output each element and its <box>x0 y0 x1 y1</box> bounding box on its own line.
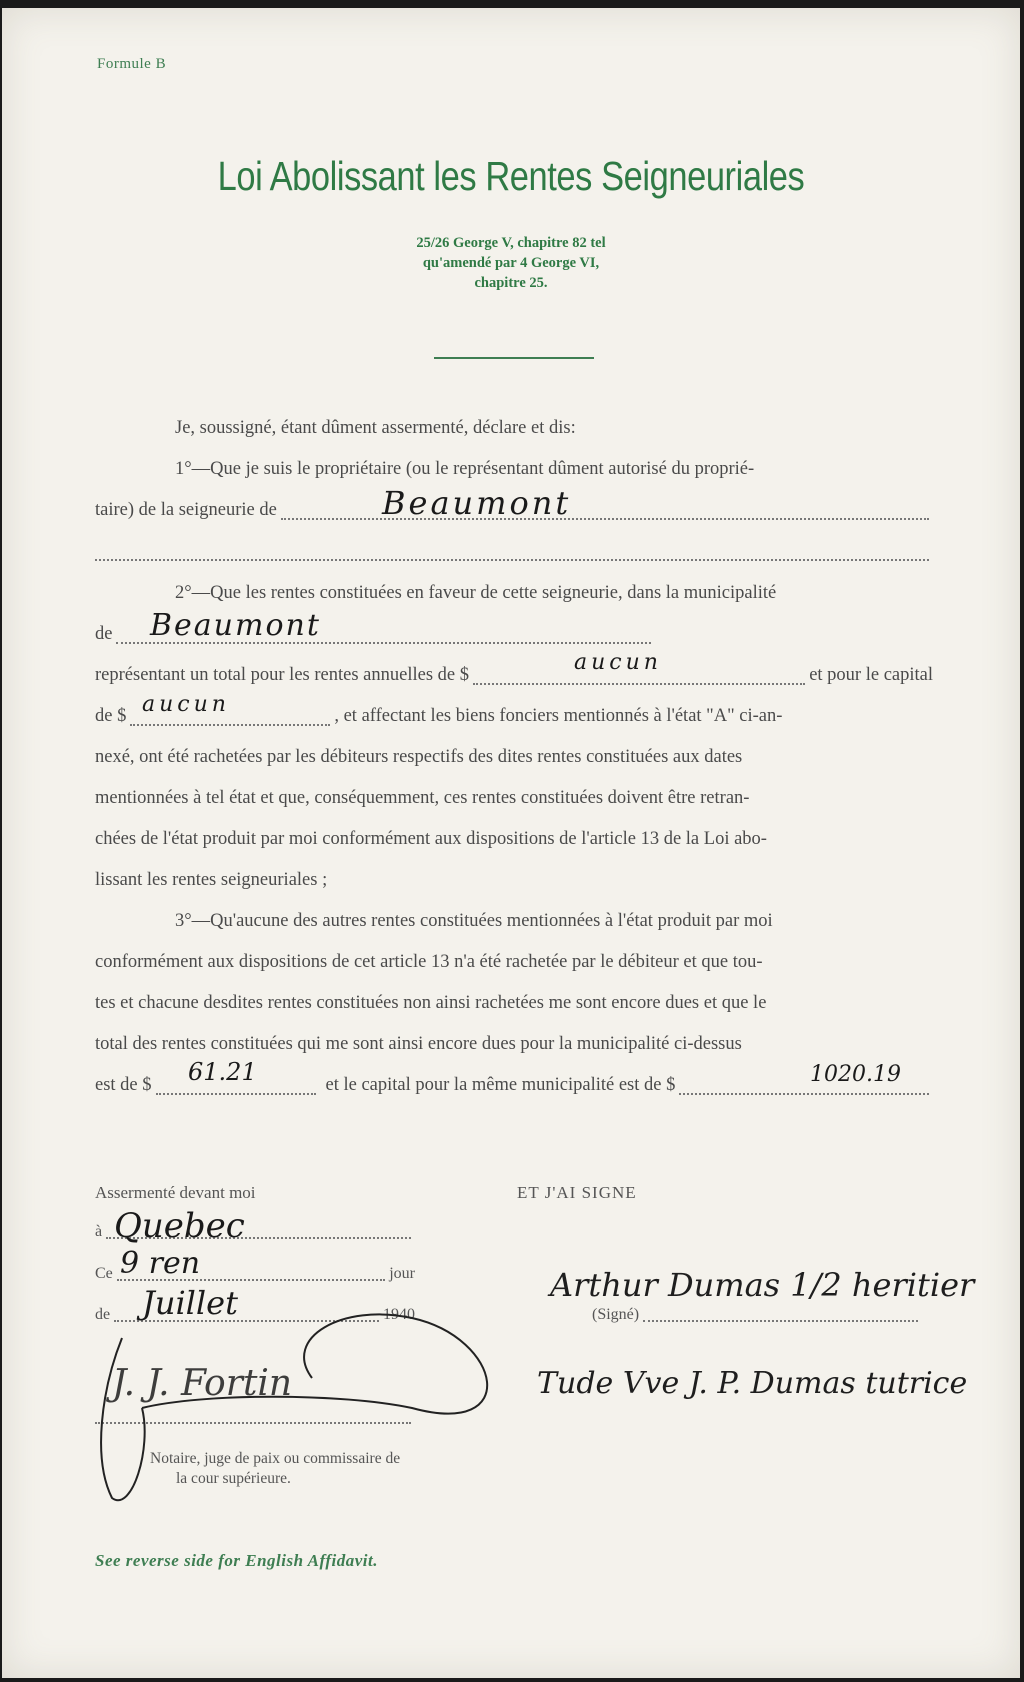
paragraph-2-line-2: de <box>95 624 655 650</box>
signed-line: (Signé) <box>592 1306 922 1324</box>
statute-reference <box>2 233 1020 293</box>
paragraph-2-line-7: chées de l'état produit par moi conformément aux dispositions de l'article 13 de la Loi abo- <box>95 829 767 849</box>
seigneurie-handwritten: Beaumont <box>382 484 572 522</box>
seigneurie-dotted-field <box>281 500 929 520</box>
month-year-line: de 1940 <box>95 1306 415 1323</box>
statute-line-2: qu'amendé par 4 George VI, <box>422 255 600 271</box>
place-handwritten: Quebec <box>114 1206 245 1246</box>
capital-total-handwritten: 1020.19 <box>810 1062 901 1087</box>
declaration-intro: Je, soussigné, étant dûment assermenté, déclare et dis: <box>175 418 576 438</box>
paragraph-2-line-6: mentionnées à tel état et que, conséquemment, ces rentes constituées doivent être retran- <box>95 788 750 808</box>
paragraph-2-line-5: nexé, ont été rachetées par les débiteurs respectifs des dites rentes constituées aux dates <box>95 747 743 767</box>
paragraph-3-line-1: 3°—Qu'aucune des autres rentes constituées mentionnées à l'état produit par moi <box>175 911 773 931</box>
signature-flourish <box>82 1298 542 1518</box>
paragraph-1-line-1: 1°—Que je suis le propriétaire (ou le représentant dûment autorisé du proprié- <box>175 459 755 479</box>
paragraph-1-line-3 <box>95 541 933 567</box>
commissioner-role-line-1: Notaire, juge de paix ou commissaire de <box>150 1450 401 1467</box>
paragraph-3-line-5: est de $ et le capital pour la même municipalité est de $ <box>95 1075 933 1101</box>
signed-label: ET J'AI SIGNE <box>517 1183 637 1202</box>
sworn-before-label: Assermenté devant moi <box>95 1183 256 1202</box>
day-line: Ce jour <box>95 1265 415 1282</box>
total-rentes-handwritten: 61.21 <box>188 1058 257 1086</box>
month-handwritten: Juillet <box>142 1284 238 1322</box>
english-affidavit-note: See reverse side for English Affidavit. <box>95 1551 378 1570</box>
day-handwritten: 9 ren <box>120 1246 201 1281</box>
commissioner-role-line-2: la cour supérieure. <box>176 1470 291 1487</box>
paragraph-3-line-2: conformément aux dispositions de cet article 13 n'a été rachetée par le débiteur et que tou- <box>95 952 763 972</box>
statute-line-3: chapitre 25. <box>474 275 548 291</box>
form-title: Loi Abolissant les Rentes Seigneuriales <box>217 153 805 199</box>
tutrix-signature: Tude Vve J. P. Dumas tutrice <box>537 1366 968 1401</box>
form-identifier: Formule B <box>97 56 167 72</box>
municipalite-handwritten: Beaumont <box>150 608 321 643</box>
commissioner-signature: J. J. Fortin <box>112 1363 293 1404</box>
title-divider <box>434 357 594 359</box>
paragraph-1-line-2: taire) de la seigneurie de <box>95 500 933 526</box>
rentes-annuelles-handwritten: aucun <box>574 650 662 675</box>
statute-line-1: 25/26 George V, chapitre 82 tel <box>416 235 606 251</box>
paragraph-2-line-8: lissant les rentes seigneuriales ; <box>95 870 328 890</box>
paragraph-2-line-3: représentant un total pour les rentes annuelles de $ et pour le capital <box>95 665 933 685</box>
place-line: à <box>95 1223 415 1241</box>
paragraph-2-line-1: 2°—Que les rentes constituées en faveur de cette seigneurie, dans la municipalité <box>175 583 777 603</box>
capital-handwritten: aucun <box>142 692 230 717</box>
affidavit-form <box>2 8 1020 1678</box>
paragraph-2-line-4: de $ , et affectant les biens fonciers mentionnés à l'état "A" ci-an- <box>95 706 783 726</box>
paragraph-3-line-3: tes et chacune desdites rentes constituées non ainsi rachetées me sont encore dues et que le <box>95 993 767 1013</box>
signer-dotted-field <box>643 1306 918 1322</box>
blank-dotted-line <box>95 541 929 561</box>
heir-signature: Arthur Dumas 1/2 heritier <box>550 1266 975 1304</box>
paragraph-3-line-4: total des rentes constituées qui me sont ainsi encore dues pour la municipalité ci-dessus <box>95 1034 742 1054</box>
